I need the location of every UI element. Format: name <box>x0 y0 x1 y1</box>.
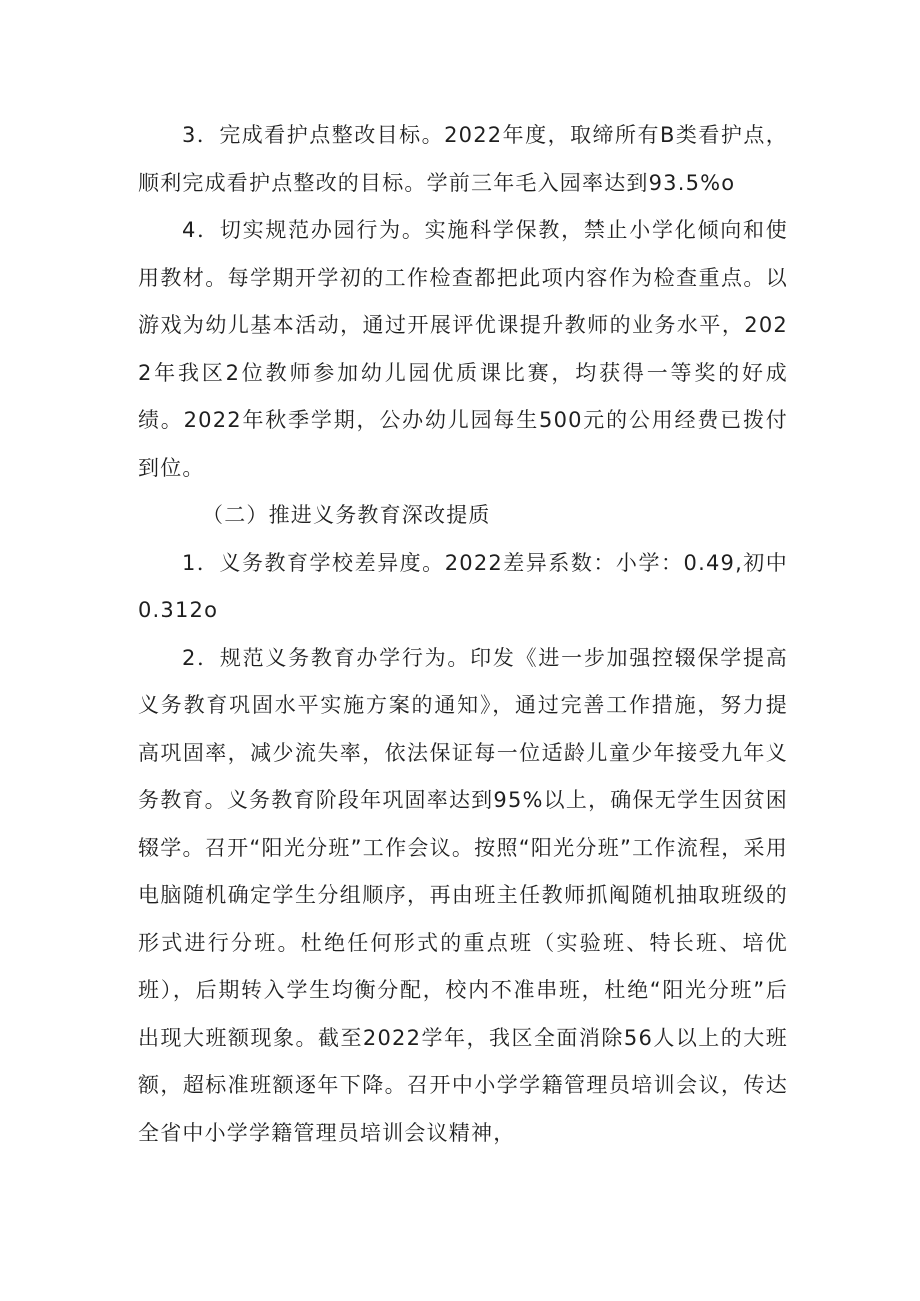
paragraph-kindergarten-rectification: 3．完成看护点整改目标。2022年度，取缔所有B类看护点，顺利完成看护点整改的目标。学前三年毛入园率达到93.5%o <box>138 123 788 195</box>
paragraph-school-conduct: 2．规范义务教育办学行为。印发《进一步加强控辍保学提高义务教育巩固水平实施方案的通知》，通过完善工作措施，努力提高巩固率，减少流失率，依法保证每一位适龄儿童少年接受九年义务教育。义务教育阶段年巩固率达到95%以上，确保无学生因贫困辍学。召开“阳光分班”工作会议。按照“阳光分班”工作流程，采用电脑随机确定学生分组顺序，再由班主任教师抓阄随机抽取班级的形式进行分班。杜绝任何形式的重点班（实验班、特长班、培优班），后期转入学生均衡分配，校内不准串班，杜绝“阳光分班”后出现大班额现象。截至2022学年，我区全面消除56人以上的大班额，超标准班额逐年下降。召开中小学学籍管理员培训会议，传达全省中小学学籍管理员培训会议精神， <box>138 645 788 1145</box>
paragraph-kindergarten-standards: 4．切实规范办园行为。实施科学保教，禁止小学化倾向和使用教材。每学期开学初的工作检查都把此项内容作为检查重点。以游戏为幼儿基本活动，通过开展评优课提升教师的业务水平，2022年我区2位教师参加幼儿园优质课比赛，均获得一等奖的好成绩。2022年秋季学期，公办幼儿园每生500元的公用经费已拨付到位。 <box>138 218 788 480</box>
section-heading-compulsory-education: （二）推进义务教育深改提质 <box>202 503 491 527</box>
document-body <box>138 112 788 1157</box>
paragraph-school-variance: 1．义务教育学校差异度。2022差异系数：小学：0.49,初中0.312o <box>138 550 788 622</box>
